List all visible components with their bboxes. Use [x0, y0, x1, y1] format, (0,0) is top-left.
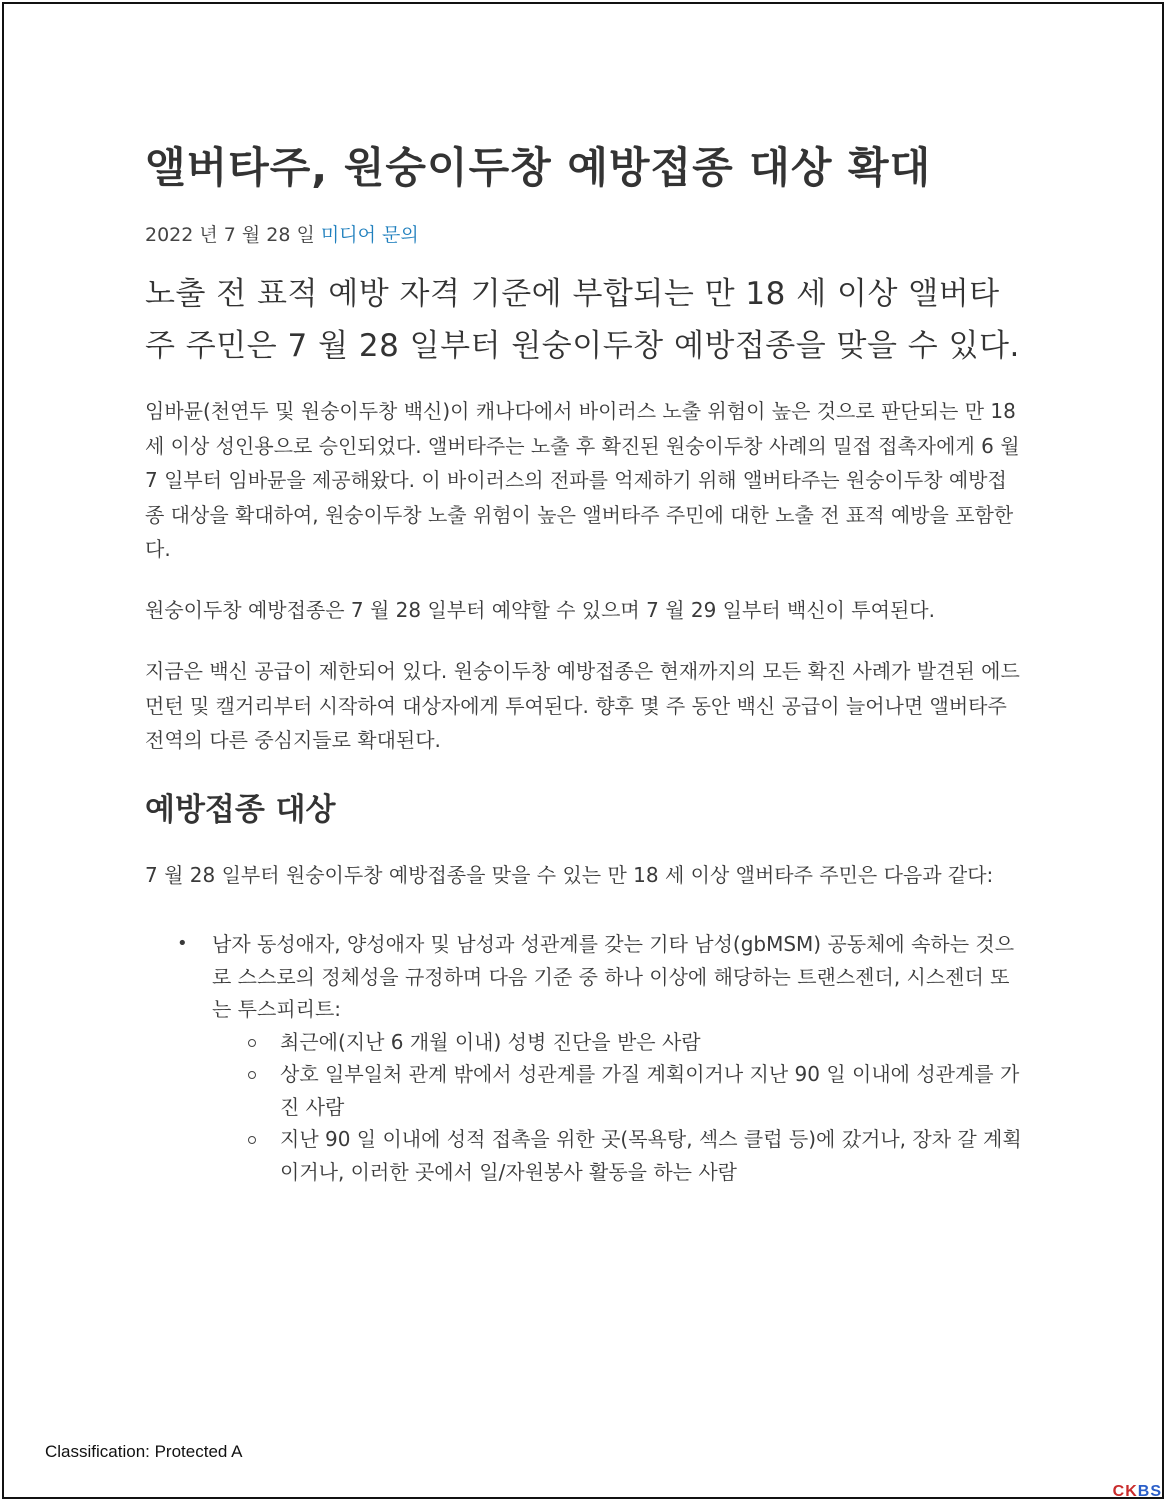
media-inquiry-link[interactable]: 미디어 문의	[320, 224, 419, 246]
publish-date: 2022 년 7 월 28 일	[145, 224, 315, 246]
eligibility-list	[145, 928, 1025, 1188]
list-item	[145, 1026, 1025, 1059]
list-item	[145, 928, 1025, 1188]
article	[145, 138, 1025, 1188]
bullet-icon: •	[177, 933, 188, 954]
watermark-right: BS	[1137, 1483, 1162, 1500]
list-item	[145, 1058, 1025, 1123]
lead-paragraph: 노출 전 표적 예방 자격 기준에 부합되는 만 18 세 이상 앨버타주 주민은 7 월 28 일부터 원숭이두창 예방접종을 맞을 수 있다.	[145, 276, 1020, 364]
sub-criteria-list	[212, 1026, 1025, 1189]
classification-label: Classification: Protected A	[45, 1442, 243, 1461]
circle-bullet-icon	[248, 1039, 256, 1047]
watermark-logo	[1113, 1483, 1162, 1501]
article-meta	[145, 220, 1025, 250]
list-item	[145, 1123, 1025, 1188]
circle-bullet-icon	[248, 1071, 256, 1079]
criteria-main-text: 남자 동성애자, 양성애자 및 남성과 성관계를 갖는 기타 남성(gbMSM) 공동체에 속하는 것으로 스스로의 정체성을 규정하며 다음 기준 중 하나 이상에 해당하는 트랜스젠더, 시스젠더 또는 투스피리트:	[212, 932, 1015, 1021]
sub-criteria-text: 최근에(지난 6 개월 이내) 성병 진단을 받은 사람	[280, 1029, 701, 1054]
watermark-left: CK	[1112, 1483, 1138, 1500]
body-paragraph: 지금은 백신 공급이 제한되어 있다. 원숭이두창 예방접종은 현재까지의 모든 확진 사례가 발견된 에드먼턴 및 캘거리부터 시작하여 대상자에게 투여된다. 향후 몇 주 동안 백신 공급이 늘어나면 앨버타주 전역의 다른 중심지들로 확대된다.	[145, 659, 1020, 752]
section-intro: 7 월 28 일부터 원숭이두창 예방접종을 맞을 수 있는 만 18 세 이상 앨버타주 주민은 다음과 같다:	[145, 862, 994, 887]
circle-bullet-icon	[248, 1136, 256, 1144]
page-title: 앨버타주, 원숭이두창 예방접종 대상 확대	[145, 143, 932, 192]
sub-criteria-text: 지난 90 일 이내에 성적 접촉을 위한 곳(목욕탕, 섹스 클럽 등)에 갔거나, 장차 갈 계획이거나, 이러한 곳에서 일/자원봉사 활동을 하는 사람	[280, 1127, 1022, 1184]
sub-criteria-text: 상호 일부일처 관계 밖에서 성관계를 가질 계획이거나 지난 90 일 이내에 성관계를 가진 사람	[280, 1062, 1020, 1119]
body-paragraph: 임바뮨(천연두 및 원숭이두창 백신)이 캐나다에서 바이러스 노출 위험이 높은 것으로 판단되는 만 18 세 이상 성인용으로 승인되었다. 앨버타주는 노출 후 확진된 원숭이두창 사례의 밀접 접촉자에게 6 월 7 일부터 임바뮨을 제공해왔다. 이 바이러스의 전파를 억제하기 위해 앨버타주는 원숭이두창 예방접종 대상을 확대하여, 원숭이두창 노출 위험이 높은 앨버타주 주민에 대한 노출 전 표적 예방을 포함한다.	[145, 399, 1020, 561]
section-heading: 예방접종 대상	[145, 791, 336, 828]
body-paragraph: 원숭이두창 예방접종은 7 월 28 일부터 예약할 수 있으며 7 월 29 일부터 백신이 투여된다.	[145, 597, 935, 622]
